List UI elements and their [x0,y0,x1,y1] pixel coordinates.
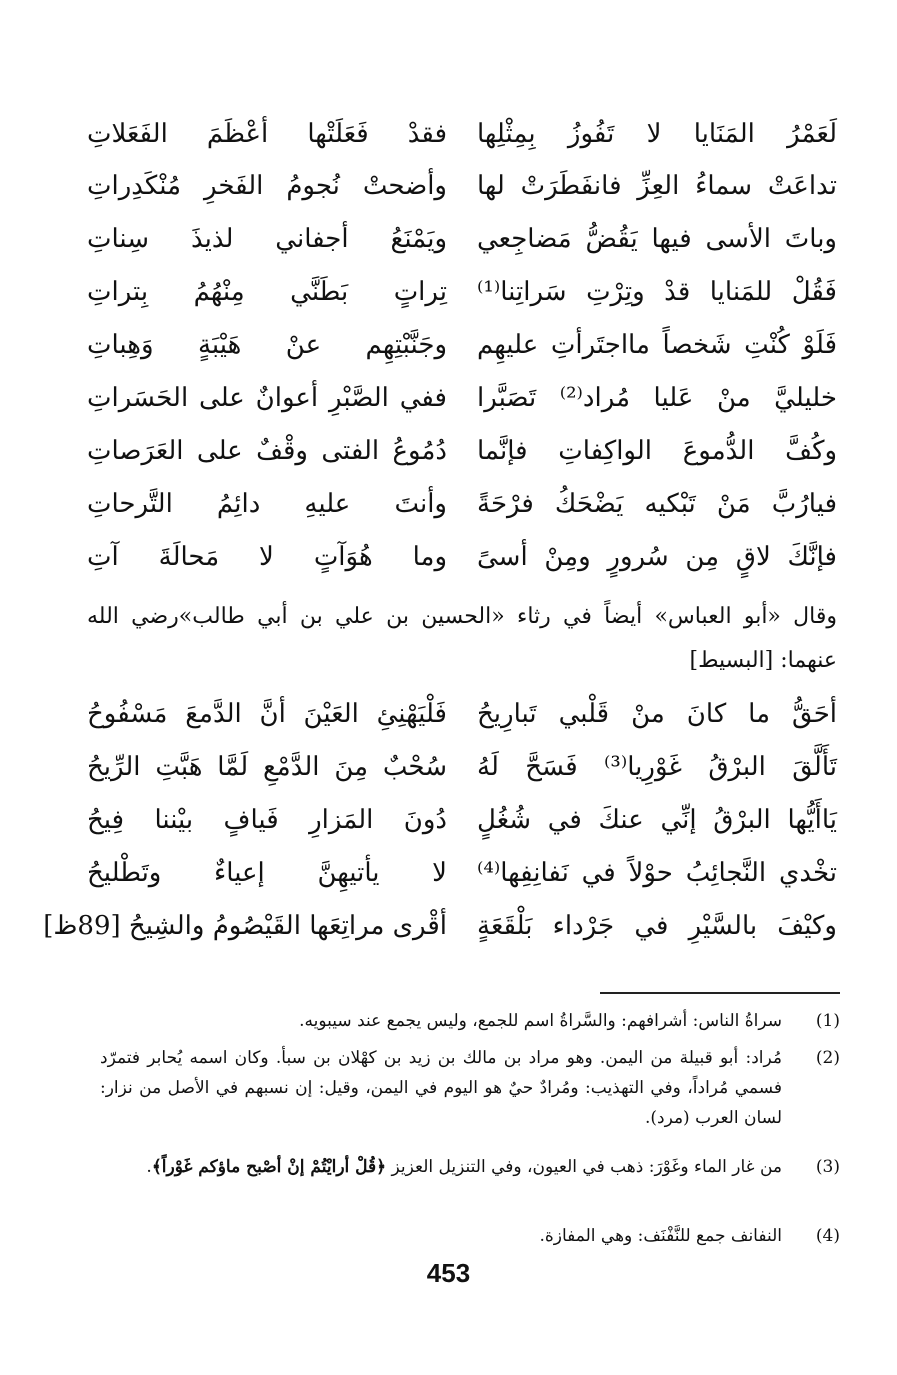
footnote-separator [600,992,840,994]
verse-first-hemistich: يَاأَيُّها البرْقُ إنِّي عنكَ في شُغُلٍ [477,805,837,835]
footnote-text: سراةُ الناس: أشرافهم: والسَّراةُ اسم للجمع، وليس يجمع عند سيبويه. [299,1011,782,1031]
verse-second-hemistich: ففي الصَّبْرِ أعوانٌ على الحَسَراتِ [87,383,447,413]
verse [87,791,837,849]
verse [87,422,837,480]
verse [87,475,837,533]
footnote-number: (1) [815,1011,840,1031]
footnote-number: (4) [815,1226,840,1246]
verse-first-hemistich: تخْدي النَّجائِبُ حوْلاً في نَفانِفِها⁽⁴⁾ [477,858,837,888]
verse [87,316,837,374]
page-number: 453 [426,1258,471,1288]
quran-quote: ﴿قُلْ أرايْتُمْ إنْ أصْبح ماؤكم غَوْراً﴾ [151,1157,387,1177]
footnote [100,1221,840,1251]
verse-first-hemistich: تداعَتْ سماءُ العِزِّ فانفَطَرَتْ لها [477,171,837,201]
verse-second-hemistich: دُونَ المَزارِ فَيافٍ بيْننا فِيحُ [87,805,447,835]
verse [87,738,837,796]
verse [87,105,837,163]
verse-second-hemistich: دُمُوعُ الفتى وقْفٌ على العَرَصاتِ [87,436,447,466]
verse-first-hemistich: فإنَّكَ لاقٍ مِن سُرورٍ ومِنْ أسىً [477,542,837,572]
verse-second-hemistich: فَلْيَهْنِئِ العَيْنَ أنَّ الدَّمعَ مَسْفُوحُ [87,699,447,729]
verse-second-hemistich: وما هُوَآتٍ لا مَحالَةَ آتِ [87,542,447,572]
verse-first-hemistich: تَأَلَّقَ البرْقُ غَوْرِيا⁽³⁾ فَسَحَّ لَهُ [477,752,837,782]
verse-second-hemistich: وأضحتْ نُجومُ الفَخرِ مُنْكَدِراتِ [87,171,447,201]
verse-first-hemistich: لَعَمْرُ المَنَايا لا تَفُوزُ بِمِثْلِها [477,119,837,149]
footnote-text: مُراد: أبو قبيلة من اليمن. وهو مراد بن مالك بن زيد بن كهْلان بن سبأ. وكان اسمه يُحابر فتمرّد فسمي مُراداً، وفي التهذيب: ومُرادٌ حيٌ هو اليوم في اليمن، وقيل: إن نسبهم في الأصل من نزار: لسان العرب (مرد). [100,1048,782,1128]
verse [87,528,837,586]
verse [87,263,837,321]
verse-first-hemistich: فَلَوْ كُنْتِ شَخصاً مااجتَرأتِ عليهِم [477,330,837,360]
verse-first-hemistich: فيارُبَّ مَنْ تَبْكيه يَضْحَكُ فرْحَةً [477,489,837,519]
verse [87,157,837,215]
verse-second-hemistich: سُحْبٌ مِنَ الدَّمْعِ لَمَّا هَبَّتِ الرِّيحُ [87,752,447,782]
verse [87,210,837,268]
verse [87,844,837,902]
verse-second-hemistich: ويَمْنَعُ أجفاني لذيذَ سِناتِ [87,224,447,254]
verse-first-hemistich: فَقُلْ للمَنايا قدْ وتِرْتِ سَراتِنا⁽¹⁾ [477,277,837,307]
verse [87,369,837,427]
verse-first-hemistich: وباتَ الأسى فيها يَقُضُّ مَضاجِعي [477,224,837,254]
footnote [100,1006,840,1036]
verse-second-hemistich: فقدْ فَعَلَتْها أعْظَمَ الفَعَلاتِ [87,119,447,149]
footnote-text: النفانف جمع للنَّفْنَف: وهي المفازة. [539,1226,782,1246]
verse-second-hemistich: وجَنَّبْتِهِم عنْ هَيْبَةٍ وَهِباتِ [87,330,447,360]
footnote-text-body: من غار الماء وغَوْرَ: ذهب في العيون، وفي التنزيل العزيز [391,1157,782,1177]
verse-first-hemistich: وكيْفَ بالسَّيْرِ في جَرْداء بَلْقَعَةٍ [477,911,837,941]
footnote-text-tail: . [146,1157,152,1177]
footnote [100,1152,840,1182]
footnote-text [100,1152,782,1182]
verse-first-hemistich: أحَقُّ ما كانَ منْ قَلْبي تَبارِيحُ [477,699,837,729]
verse-second-hemistich: أقْرى مراتِعَها القَيْصُومُ والشِيحُ [89ظ] [43,911,447,941]
verse [43,897,837,955]
verse-second-hemistich: تِراتٍ بَطَنَّي مِنْهُمُ بِتراتِ [87,277,447,307]
verse-second-hemistich: لا يأتيهِنَّ إعياءٌ وتَطْليحُ [87,858,447,888]
verse-second-hemistich: وأنتَ عليهِ دائِمُ التَّرحاتِ [87,489,447,519]
verse-first-hemistich: وكُفَّ الدُّموعَ الواكِفاتِ فإنَّما [477,436,837,466]
intro-paragraph: وقال «أبو العباس» أيضاً في رثاء «الحسين بن علي بن أبي طالب»رضي الله عنهما: [البسيط] [87,604,837,673]
footnote-number: (3) [815,1157,840,1177]
verse [87,685,837,743]
verse-first-hemistich: خليليَّ منْ عَليا مُراد⁽²⁾ تَصَبَّرا [477,383,837,413]
footnote [100,1043,840,1133]
footnote-number: (2) [815,1048,840,1068]
